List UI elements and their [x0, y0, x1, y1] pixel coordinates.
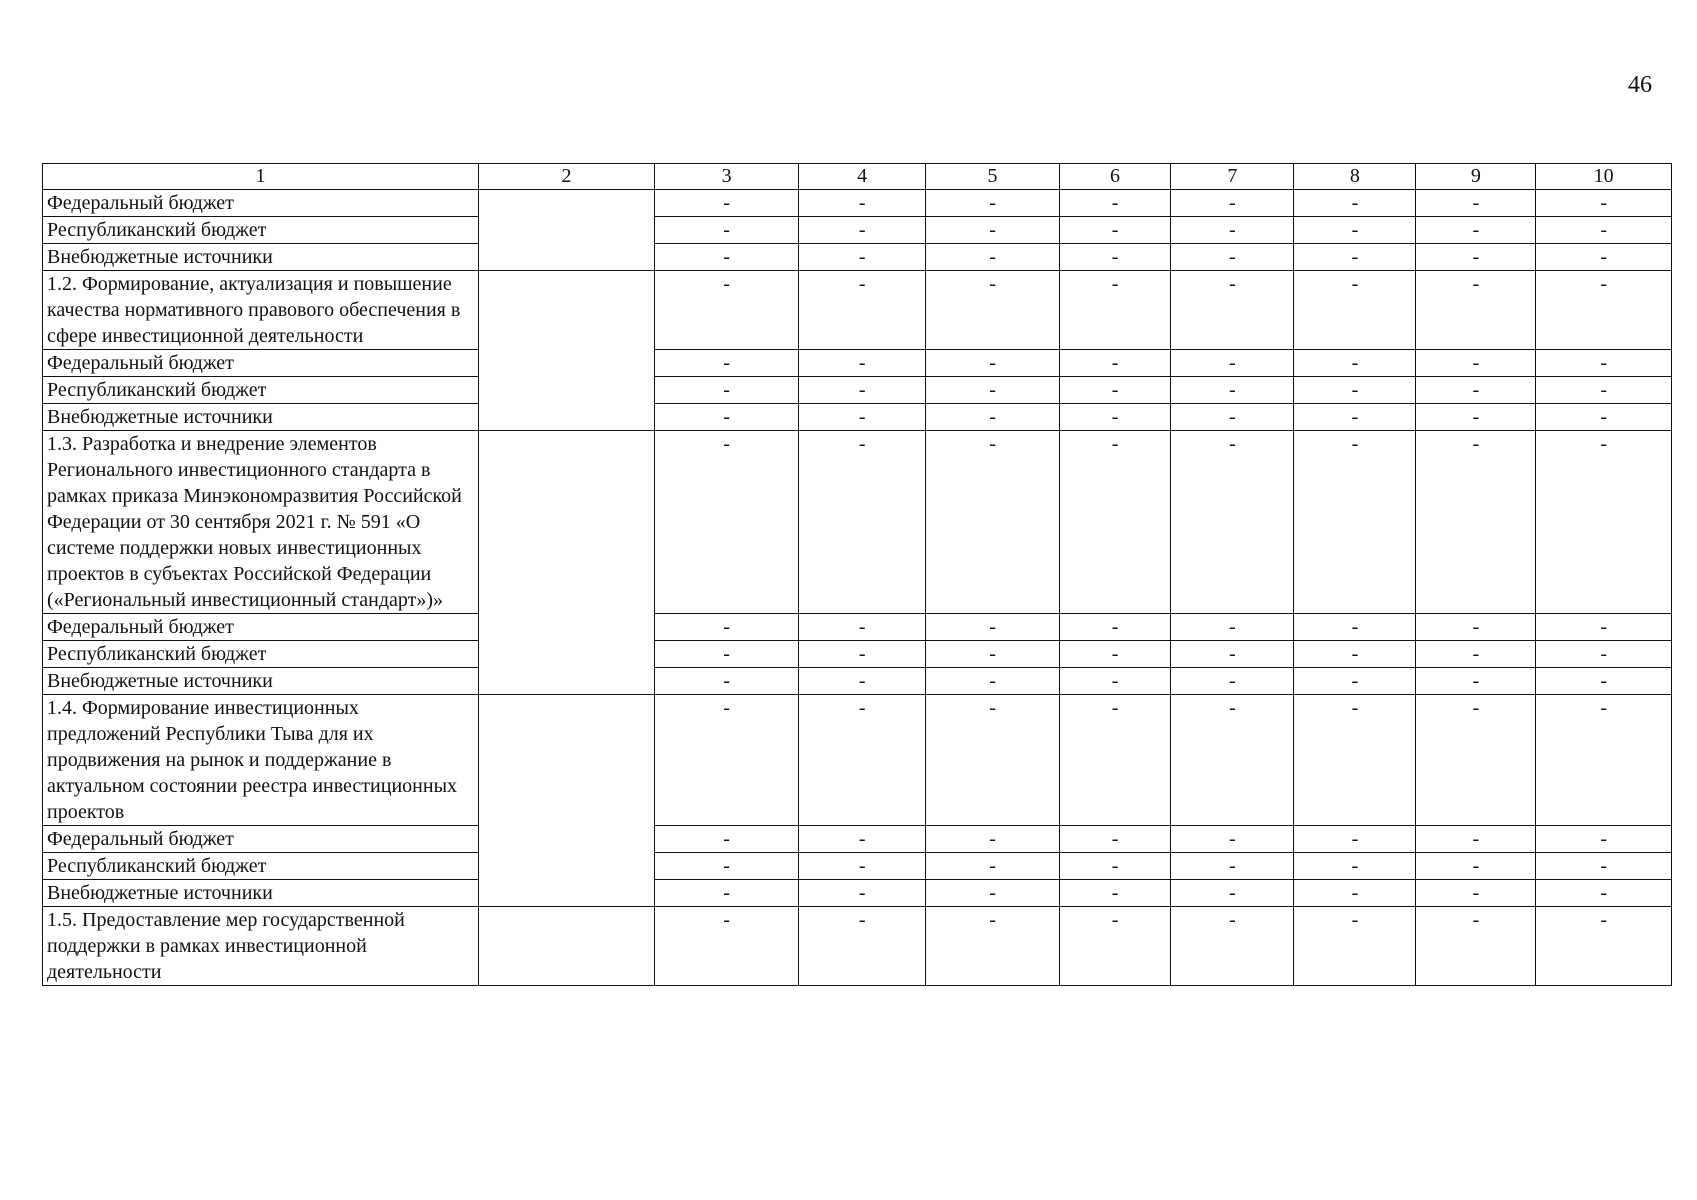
value-cell: -: [1294, 695, 1416, 826]
value-cell: -: [926, 217, 1059, 244]
value-cell: -: [1536, 826, 1672, 853]
value-cell: -: [1416, 431, 1536, 614]
value-cell: -: [799, 377, 926, 404]
value-cell: -: [1536, 377, 1672, 404]
value-cell: -: [1536, 853, 1672, 880]
value-cell: -: [655, 668, 799, 695]
row-label: Республиканский бюджет: [43, 641, 479, 668]
value-cell: -: [1294, 853, 1416, 880]
value-cell: -: [1294, 880, 1416, 907]
column-header: 3: [655, 164, 799, 190]
table-header-row: [43, 164, 1672, 190]
table-row: [43, 404, 1672, 431]
value-cell: -: [799, 217, 926, 244]
column-header: 4: [799, 164, 926, 190]
value-cell: -: [1059, 668, 1171, 695]
table-row: [43, 853, 1672, 880]
value-cell: -: [1171, 826, 1294, 853]
row-label: 1.3. Разработка и внедрение элементов Регионального инвестиционного стандарта в рамках приказа Минэкономразвития Российской Федерации от 30 сентября 2021 г. № 591 «О системе поддержки новых инвестиционных проектов в субъектах Российской Федерации («Региональный инвестиционный стандарт»)»: [43, 431, 479, 614]
value-cell: -: [1536, 695, 1672, 826]
value-cell: -: [799, 271, 926, 350]
value-cell: -: [1059, 377, 1171, 404]
value-cell: -: [1416, 190, 1536, 217]
value-cell: -: [926, 853, 1059, 880]
value-cell: -: [1059, 907, 1171, 986]
value-cell: -: [1294, 431, 1416, 614]
value-cell: -: [926, 404, 1059, 431]
value-cell: -: [1294, 404, 1416, 431]
value-cell: -: [1059, 853, 1171, 880]
value-cell: -: [1171, 431, 1294, 614]
value-cell: -: [926, 614, 1059, 641]
value-cell: -: [1059, 614, 1171, 641]
value-cell: -: [799, 853, 926, 880]
value-cell: -: [1416, 271, 1536, 350]
value-cell: -: [1171, 244, 1294, 271]
row-label: Федеральный бюджет: [43, 614, 479, 641]
value-cell: -: [1416, 404, 1536, 431]
value-cell: -: [655, 244, 799, 271]
value-cell: -: [1294, 217, 1416, 244]
value-cell: -: [926, 271, 1059, 350]
value-cell: -: [1536, 431, 1672, 614]
value-cell: -: [926, 880, 1059, 907]
row-label: Внебюджетные источники: [43, 244, 479, 271]
value-cell: -: [1059, 217, 1171, 244]
row-label: Внебюджетные источники: [43, 404, 479, 431]
value-cell: -: [655, 614, 799, 641]
value-cell: -: [1536, 404, 1672, 431]
row-label: 1.4. Формирование инвестиционных предложений Республики Тыва для их продвижения на рынок и поддержание в актуальном состоянии реестра инвестиционных проектов: [43, 695, 479, 826]
value-cell: -: [1536, 668, 1672, 695]
value-cell: -: [799, 431, 926, 614]
value-cell: -: [799, 614, 926, 641]
value-cell: -: [1059, 431, 1171, 614]
value-cell: -: [1059, 641, 1171, 668]
value-cell: -: [1171, 350, 1294, 377]
value-cell: -: [1294, 614, 1416, 641]
value-cell: -: [1171, 853, 1294, 880]
value-cell: -: [926, 641, 1059, 668]
row-label: 1.5. Предоставление мер государственной поддержки в рамках инвестиционной деятельности: [43, 907, 479, 986]
value-cell: -: [799, 641, 926, 668]
value-cell: -: [1416, 668, 1536, 695]
value-cell: -: [655, 431, 799, 614]
column-header: 9: [1416, 164, 1536, 190]
value-cell: -: [1059, 880, 1171, 907]
value-cell: -: [1059, 244, 1171, 271]
value-cell: -: [926, 826, 1059, 853]
value-cell: -: [655, 826, 799, 853]
value-cell: -: [1416, 641, 1536, 668]
responsible-cell: [478, 695, 654, 907]
value-cell: -: [1171, 271, 1294, 350]
value-cell: -: [1294, 641, 1416, 668]
value-cell: -: [1294, 350, 1416, 377]
row-label: 1.2. Формирование, актуализация и повышение качества нормативного правового обеспечения в сфере инвестиционной деятельности: [43, 271, 479, 350]
value-cell: -: [1171, 217, 1294, 244]
value-cell: -: [1536, 190, 1672, 217]
value-cell: -: [1416, 377, 1536, 404]
value-cell: -: [655, 880, 799, 907]
value-cell: -: [655, 907, 799, 986]
value-cell: -: [799, 907, 926, 986]
table-row: [43, 377, 1672, 404]
value-cell: -: [1536, 244, 1672, 271]
value-cell: -: [799, 826, 926, 853]
value-cell: -: [1171, 641, 1294, 668]
value-cell: -: [1171, 614, 1294, 641]
value-cell: -: [1171, 668, 1294, 695]
value-cell: -: [655, 695, 799, 826]
column-header: 8: [1294, 164, 1416, 190]
row-label: Федеральный бюджет: [43, 826, 479, 853]
value-cell: -: [655, 641, 799, 668]
value-cell: -: [1059, 404, 1171, 431]
value-cell: -: [926, 350, 1059, 377]
row-label: Федеральный бюджет: [43, 190, 479, 217]
value-cell: -: [1294, 826, 1416, 853]
value-cell: -: [926, 377, 1059, 404]
value-cell: -: [799, 695, 926, 826]
table-row: [43, 880, 1672, 907]
row-label: Республиканский бюджет: [43, 853, 479, 880]
value-cell: -: [1059, 190, 1171, 217]
row-label: Республиканский бюджет: [43, 377, 479, 404]
value-cell: -: [1416, 853, 1536, 880]
table-row: [43, 907, 1672, 986]
table-row: [43, 614, 1672, 641]
value-cell: -: [1416, 826, 1536, 853]
value-cell: -: [1294, 377, 1416, 404]
value-cell: -: [1294, 668, 1416, 695]
value-cell: -: [1059, 350, 1171, 377]
value-cell: -: [1059, 695, 1171, 826]
value-cell: -: [1416, 880, 1536, 907]
responsible-cell: [478, 907, 654, 986]
budget-table: [42, 163, 1672, 986]
table-row: [43, 350, 1672, 377]
table-row: [43, 668, 1672, 695]
column-header: 5: [926, 164, 1059, 190]
value-cell: -: [655, 404, 799, 431]
value-cell: -: [799, 350, 926, 377]
value-cell: -: [1536, 217, 1672, 244]
value-cell: -: [1059, 271, 1171, 350]
value-cell: -: [799, 880, 926, 907]
value-cell: -: [926, 907, 1059, 986]
value-cell: -: [1536, 907, 1672, 986]
value-cell: -: [1536, 641, 1672, 668]
value-cell: -: [799, 190, 926, 217]
table-row: [43, 695, 1672, 826]
table-row: [43, 271, 1672, 350]
column-header: 2: [478, 164, 654, 190]
value-cell: -: [1536, 614, 1672, 641]
value-cell: -: [926, 431, 1059, 614]
column-header: 6: [1059, 164, 1171, 190]
column-header: 10: [1536, 164, 1672, 190]
value-cell: -: [655, 350, 799, 377]
value-cell: -: [655, 190, 799, 217]
value-cell: -: [1536, 271, 1672, 350]
value-cell: -: [655, 271, 799, 350]
table-row: [43, 217, 1672, 244]
responsible-cell: [478, 190, 654, 271]
value-cell: -: [799, 404, 926, 431]
value-cell: -: [1171, 907, 1294, 986]
value-cell: -: [1059, 826, 1171, 853]
table-row: [43, 826, 1672, 853]
value-cell: -: [1171, 404, 1294, 431]
row-label: Внебюджетные источники: [43, 880, 479, 907]
value-cell: -: [1294, 271, 1416, 350]
table-row: [43, 641, 1672, 668]
value-cell: -: [1416, 695, 1536, 826]
value-cell: -: [1171, 377, 1294, 404]
value-cell: -: [1416, 217, 1536, 244]
responsible-cell: [478, 271, 654, 431]
value-cell: -: [1294, 907, 1416, 986]
value-cell: -: [655, 217, 799, 244]
column-header: 7: [1171, 164, 1294, 190]
value-cell: -: [1416, 614, 1536, 641]
value-cell: -: [799, 244, 926, 271]
value-cell: -: [1536, 350, 1672, 377]
responsible-cell: [478, 431, 654, 695]
row-label: Республиканский бюджет: [43, 217, 479, 244]
table-row: [43, 244, 1672, 271]
value-cell: -: [655, 853, 799, 880]
row-label: Федеральный бюджет: [43, 350, 479, 377]
table-row: [43, 431, 1672, 614]
value-cell: -: [1416, 350, 1536, 377]
page-number: 46: [1628, 72, 1652, 98]
value-cell: -: [1416, 244, 1536, 271]
row-label: Внебюджетные источники: [43, 668, 479, 695]
value-cell: -: [799, 668, 926, 695]
table-row: [43, 190, 1672, 217]
value-cell: -: [1171, 695, 1294, 826]
value-cell: -: [926, 695, 1059, 826]
value-cell: -: [926, 244, 1059, 271]
value-cell: -: [1416, 907, 1536, 986]
value-cell: -: [1171, 880, 1294, 907]
value-cell: -: [1536, 880, 1672, 907]
value-cell: -: [1171, 190, 1294, 217]
value-cell: -: [655, 377, 799, 404]
value-cell: -: [1294, 190, 1416, 217]
value-cell: -: [926, 190, 1059, 217]
value-cell: -: [926, 668, 1059, 695]
column-header: 1: [43, 164, 479, 190]
value-cell: -: [1294, 244, 1416, 271]
